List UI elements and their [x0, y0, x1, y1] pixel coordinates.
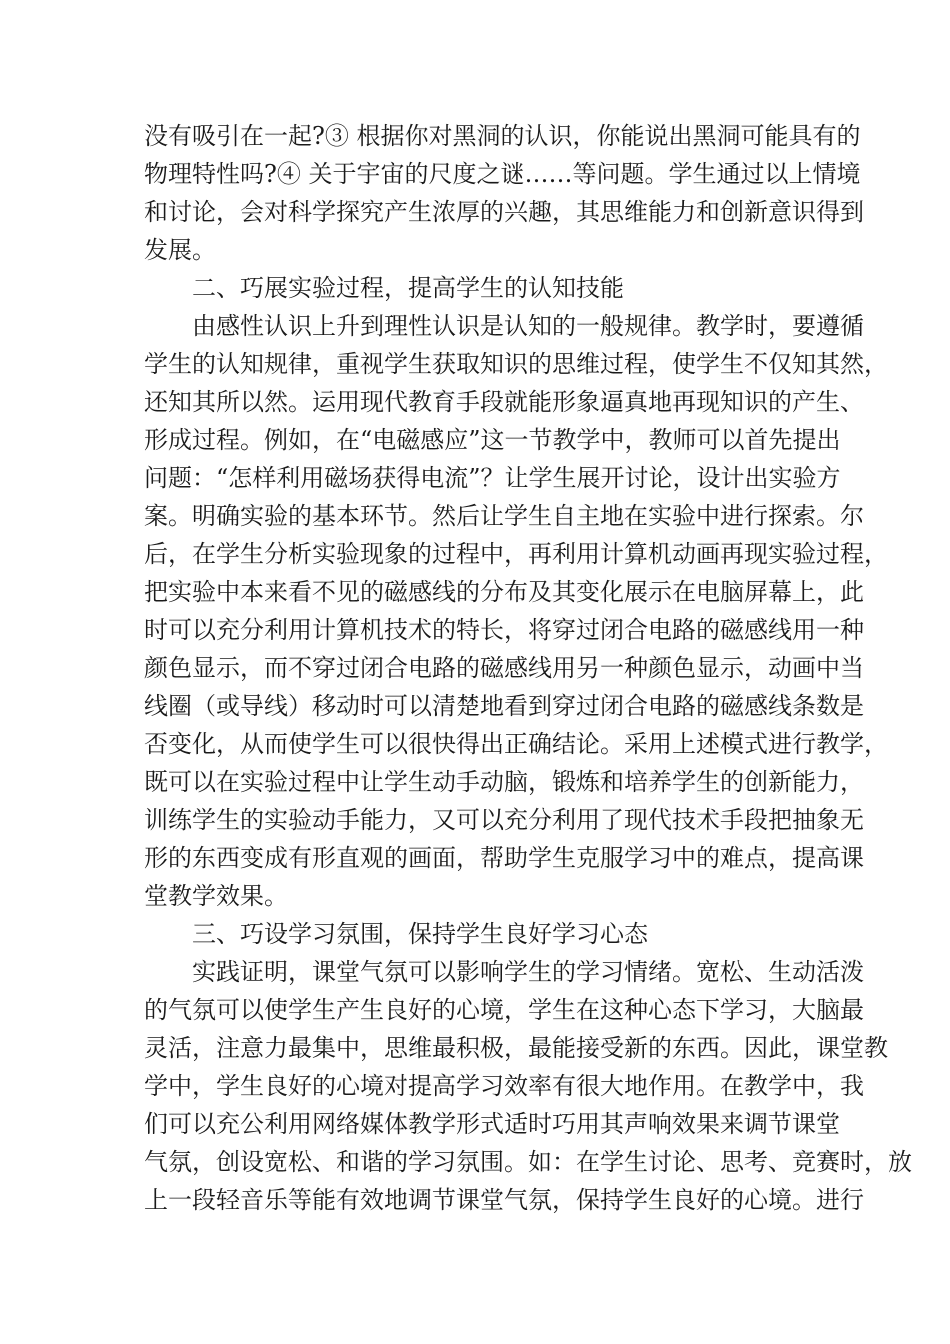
section-heading-3: 三、巧设学习氛围，保持学生良好学习心态 [192, 920, 648, 948]
paragraph-first-line: 由感性认识上升到理性认识是认知的一般规律。教学时，要遵循 [192, 312, 864, 340]
body-text-line: 发展。 [144, 236, 216, 264]
body-text-line: 堂教学效果。 [144, 882, 288, 910]
paragraph-first-line: 实践证明，课堂气氛可以影响学生的学习情绪。宽松、生动活泼 [192, 958, 864, 986]
body-text-line: 否变化，从而使学生可以很快得出正确结论。采用上述模式进行教学， [144, 730, 888, 758]
body-text-line: 灵活，注意力最集中，思维最积极，最能接受新的东西。因此，课堂教 [144, 1034, 888, 1062]
body-text-line: 时可以充分利用计算机技术的特长，将穿过闭合电路的磁感线用一种 [144, 616, 864, 644]
body-text-line: 学生的认知规律，重视学生获取知识的思维过程，使学生不仅知其然， [144, 350, 888, 378]
body-text-line: 形成过程。例如，在“电磁感应”这一节教学中，教师可以首先提出 [144, 426, 841, 454]
body-text-line: 和讨论，会对科学探究产生浓厚的兴趣，其思维能力和创新意识得到 [144, 198, 864, 226]
body-text-line: 们可以充公利用网络媒体教学形式适时巧用其声响效果来调节课堂 [144, 1110, 840, 1138]
body-text-line: 上一段轻音乐等能有效地调节课堂气氛，保持学生良好的心境。进行 [144, 1186, 864, 1214]
body-text-line: 训练学生的实验动手能力，又可以充分利用了现代技术手段把抽象无 [144, 806, 864, 834]
body-text-line: 案。明确实验的基本环节。然后让学生自主地在实验中进行探索。尔 [144, 502, 864, 530]
body-text-line: 物理特性吗?④ 关于宇宙的尺度之谜……等问题。学生通过以上情境 [144, 160, 861, 188]
body-text-line: 线圈（或导线）移动时可以清楚地看到穿过闭合电路的磁感线条数是 [144, 692, 864, 720]
section-heading-2: 二、巧展实验过程，提高学生的认知技能 [192, 274, 624, 302]
body-text-line: 气氛，创设宽松、和谐的学习氛围。如：在学生讨论、思考、竞赛时，放 [144, 1148, 912, 1176]
body-text-line: 没有吸引在一起?③ 根据你对黑洞的认识，你能说出黑洞可能具有的 [144, 122, 861, 150]
body-text-line: 学中，学生良好的心境对提高学习效率有很大地作用。在教学中，我 [144, 1072, 864, 1100]
body-text-line: 把实验中本来看不见的磁感线的分布及其变化展示在电脑屏幕上，此 [144, 578, 864, 606]
body-text-line: 还知其所以然。运用现代教育手段就能形象逼真地再现知识的产生、 [144, 388, 864, 416]
body-text-line: 问题：“怎样利用磁场获得电流”？让学生展开讨论，设计出实验方 [144, 464, 841, 492]
body-text-line: 后，在学生分析实验现象的过程中，再利用计算机动画再现实验过程， [144, 540, 888, 568]
body-text-line: 既可以在实验过程中让学生动手动脑，锻炼和培养学生的创新能力， [144, 768, 864, 796]
body-text-line: 的气氛可以使学生产生良好的心境，学生在这种心态下学习，大脑最 [144, 996, 864, 1024]
body-text-line: 颜色显示，而不穿过闭合电路的磁感线用另一种颜色显示，动画中当 [144, 654, 864, 682]
body-text-line: 形的东西变成有形直观的画面，帮助学生克服学习中的难点，提高课 [144, 844, 864, 872]
